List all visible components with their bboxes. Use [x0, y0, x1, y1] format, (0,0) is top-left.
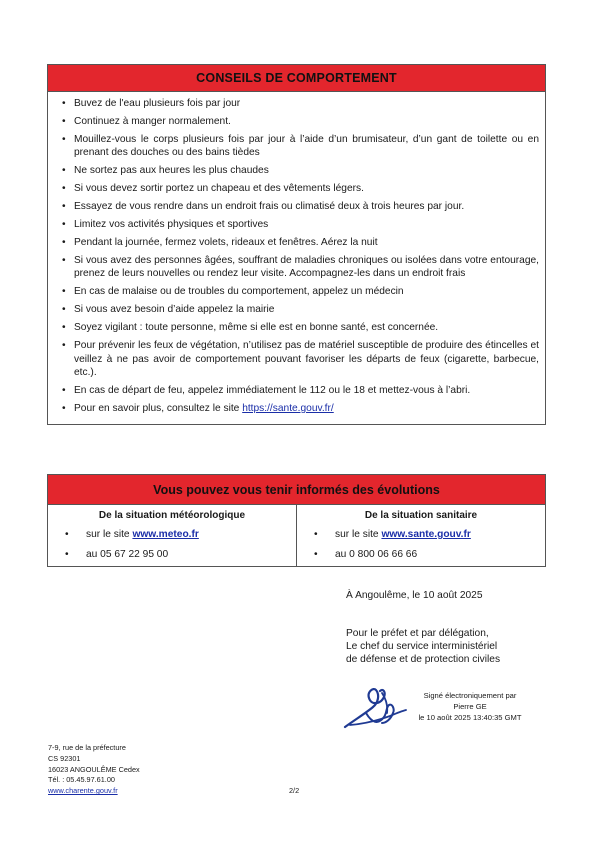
footer-line: 7-9, rue de la préfecture: [48, 743, 126, 752]
advice-item: • Si vous avez besoin d’aide appelez la mairie: [48, 303, 539, 316]
advice-item-more-info: [48, 402, 539, 415]
advice-item: • Si vous devez sortir portez un chapeau et des vêtements légers.: [48, 182, 539, 195]
signatory-line: de défense et de protection civiles: [346, 654, 501, 665]
signatory-line: Le chef du service interministériel: [346, 641, 498, 652]
advice-item: • Pendant la journée, fermez volets, rideaux et fenêtres. Aérez la nuit: [48, 236, 539, 249]
advice-item: • Si vous avez des personnes âgées, souffrant de maladies chroniques ou isolées dans votre entourage, prenez de leurs nouvelles ou rendez leur visite. Accompagnez-les dans un endroit frais: [48, 254, 539, 281]
health-site-prefix: sur le site: [335, 529, 382, 540]
advice-list: [48, 92, 545, 424]
sante-link[interactable]: https://sante.gouv.fr/: [242, 402, 334, 414]
electronic-signature-stamp: [407, 690, 533, 723]
weather-phone: • au 05 67 22 95 00: [48, 548, 296, 561]
health-column: [296, 505, 545, 567]
weather-site-prefix: sur le site: [86, 529, 133, 540]
advice-item: • En cas de malaise ou de troubles du comportement, appelez un médecin: [48, 285, 539, 298]
advice-item: • En cas de départ de feu, appelez immédiatement le 112 ou le 18 et mettez-vous à l’abri.: [48, 384, 539, 397]
signatory-block: [346, 627, 500, 666]
signatory-line: Pour le préfet et par délégation,: [346, 628, 489, 639]
health-heading: De la situation sanitaire: [364, 510, 478, 521]
page-number: 2/2: [289, 786, 300, 795]
more-info-text: Pour en savoir plus, consultez le site: [74, 402, 243, 414]
info-title: Vous pouvez vous tenir informés des évolutions: [48, 475, 545, 505]
advice-item: • Soyez vigilant : toute personne, même si elle est en bonne santé, est concernée.: [48, 321, 539, 334]
footer-address: [48, 743, 140, 797]
advice-item: • Limitez vos activités physiques et sportives: [48, 218, 539, 231]
footer-phone: Tél. : 05.45.97.61.00: [48, 775, 115, 785]
advice-item: • Essayez de vous rendre dans un endroit frais ou climatisé deux à trois heures par jour.: [48, 200, 539, 213]
health-site-item: [297, 528, 545, 541]
health-phone: • au 0 800 06 66 66: [297, 548, 545, 561]
esig-line: Pierre GE: [453, 702, 487, 711]
advice-box: [47, 64, 546, 425]
footer-website-link[interactable]: www.charente.gouv.fr: [48, 786, 118, 796]
advice-item: • Pour prévenir les feux de végétation, n’utilisez pas de matériel susceptible de produire des étincelles et veillez à ne pas avoir de comportement pouvant favoriser les départs de feux (cigarette, barbecue, etc.).: [48, 339, 539, 379]
advice-item: • Mouillez-vous le corps plusieurs fois par jour à l’aide d’un brumisateur, d’un gant de toilette ou en prenant des douches ou des bains tièdes: [48, 133, 539, 160]
esig-line: Signé électroniquement par: [423, 691, 517, 700]
sante-gouv-link[interactable]: www.sante.gouv.fr: [381, 529, 471, 540]
advice-item: • Buvez de l'eau plusieurs fois par jour: [48, 97, 539, 110]
advice-title: CONSEILS DE COMPORTEMENT: [48, 65, 545, 92]
date-line: À Angoulême, le 10 août 2025: [346, 590, 483, 601]
weather-column: [48, 505, 296, 567]
meteo-link[interactable]: www.meteo.fr: [132, 529, 199, 540]
advice-item: • Ne sortez pas aux heures les plus chaudes: [48, 164, 539, 177]
advice-item: • Continuez à manger normalement.: [48, 115, 539, 128]
weather-site-item: [48, 528, 296, 541]
info-box: [47, 474, 546, 567]
weather-heading: De la situation météorologique: [98, 510, 246, 521]
handwritten-signature: [342, 683, 412, 731]
footer-line: 16023 ANGOULÊME Cedex: [48, 764, 140, 774]
esig-line: le 10 août 2025 13:40:35 GMT: [418, 713, 522, 722]
footer-line: CS 92301: [48, 753, 81, 763]
